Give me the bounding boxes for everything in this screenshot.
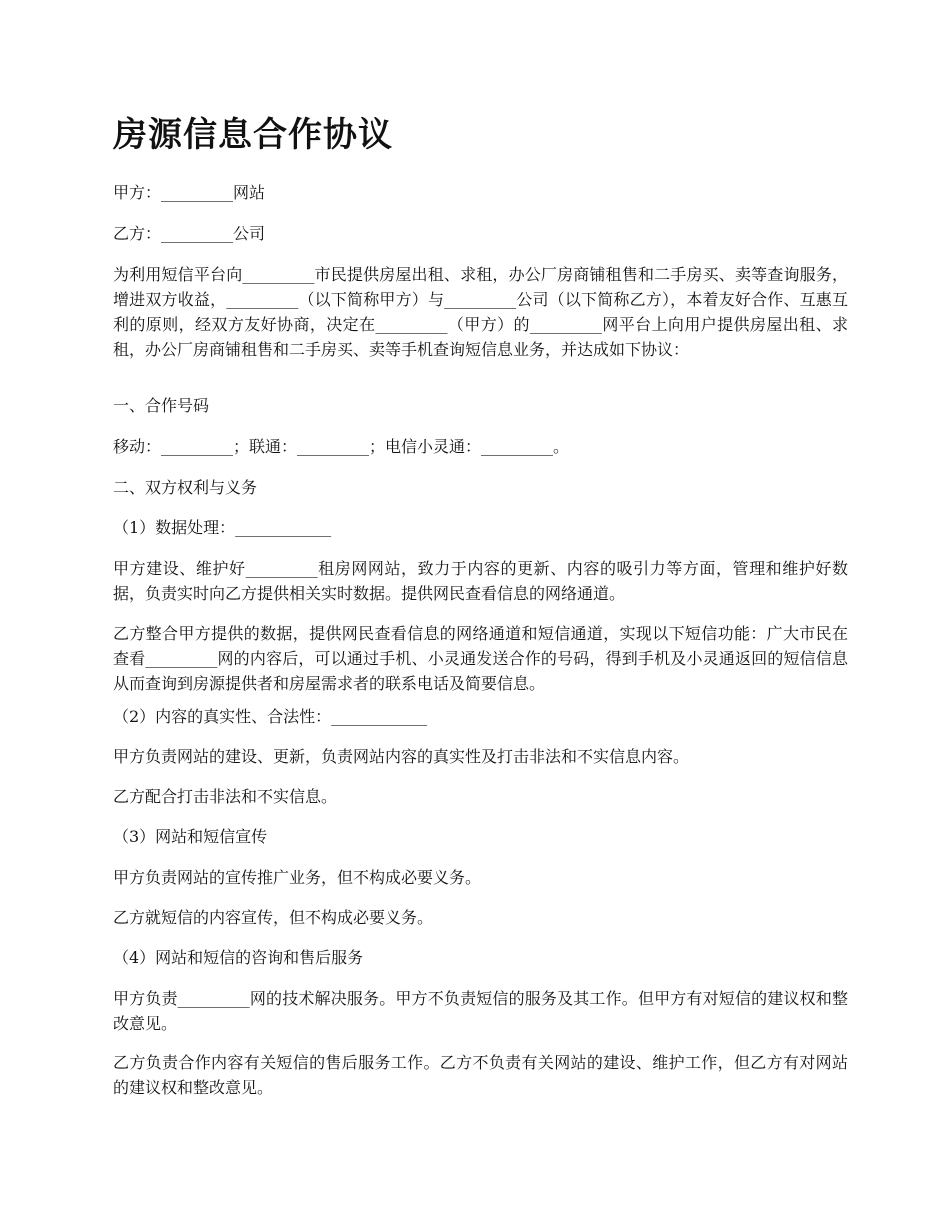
- party-b-data-paragraph: 乙方整合甲方提供的数据，提供网民查看信息的网络通道和短信通道，实现以下短信功能：广大市民在查看_________网的内容后，可以通过手机、小灵通发送合作的号码，得到手机及小灵通返回的短信信息从而查询到房源提供者和房屋需求者的联系电话及简要信息。: [113, 624, 848, 693]
- party-a-line: 甲方：_________网站: [113, 183, 266, 202]
- party-a-promotion-paragraph: 甲方负责网站的宣传推广业务，但不构成必要义务。: [113, 868, 482, 887]
- party-a-authenticity-paragraph: 甲方负责网站的建设、更新，负责网站内容的真实性及打击非法和不实信息内容。: [113, 747, 690, 766]
- subheading-promotion: （3）网站和短信宣传: [113, 827, 268, 846]
- party-b-line: 乙方：_________公司: [113, 224, 266, 243]
- party-b-authenticity-paragraph: 乙方配合打击非法和不实信息。: [113, 787, 338, 806]
- subheading-content-authenticity: （2）内容的真实性、合法性：____________: [113, 707, 428, 726]
- intro-paragraph: 为利用短信平台向_________市民提供房屋出租、求租，办公厂房商铺租售和二手房买、卖等查询服务，增进双方收益，_________（以下简称甲方）与_________公司（以下简称乙方），本着友好合作、互惠互利的原则，经双方友好协商，决定在_________（甲方）的_________网平台上向用户提供房屋出租、求租，办公厂房商铺租售和二手房买、卖等手机查询短信息业务，并达成如下协议：: [113, 265, 848, 359]
- section-heading-cooperation-numbers: 一、合作号码: [113, 396, 210, 415]
- party-b-promotion-paragraph: 乙方就短信的内容宣传，但不构成必要义务。: [113, 908, 434, 927]
- section-heading-rights-obligations: 二、双方权利与义务: [113, 478, 258, 497]
- cooperation-numbers-line: 移动：_________；联通：_________；电信小灵通：_________。: [113, 437, 570, 456]
- party-a-support-paragraph: 甲方负责_________网的技术解决服务。甲方不负责短信的服务及其工作。但甲方有对短信的建议权和整改意见。: [113, 989, 848, 1033]
- party-a-data-paragraph: 甲方建设、维护好_________租房网网站，致力于内容的更新、内容的吸引力等方面，管理和维护好数据，负责实时向乙方提供相关实时数据。提供网民查看信息的网络通道。: [113, 559, 848, 603]
- party-b-support-paragraph: 乙方负责合作内容有关短信的售后服务工作。乙方不负责有关网站的建设、维护工作，但乙方有对网站的建议权和整改意见。: [113, 1053, 848, 1097]
- subheading-support-service: （4）网站和短信的咨询和售后服务: [113, 948, 364, 967]
- document-title: 房源信息合作协议: [113, 115, 393, 155]
- subheading-data-processing: （1）数据处理：____________: [113, 518, 332, 537]
